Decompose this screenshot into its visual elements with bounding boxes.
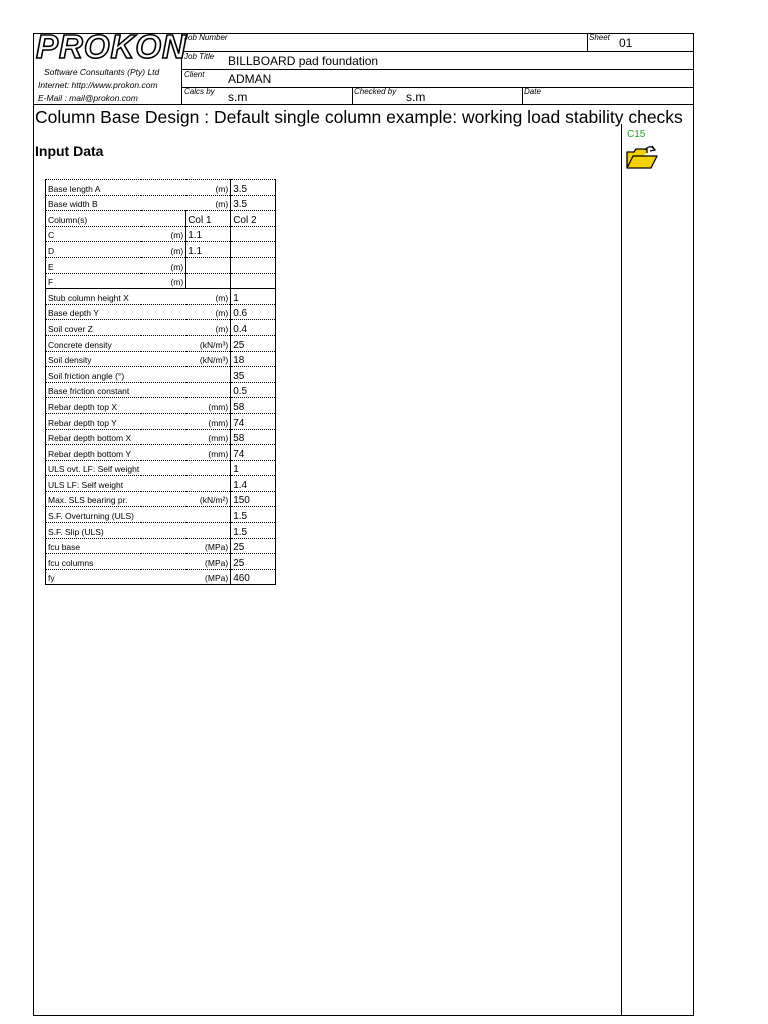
header-line-3	[182, 87, 693, 88]
row-col1-value[interactable]: 1.1	[186, 242, 231, 258]
table-row	[46, 289, 276, 305]
row-value[interactable]: 58	[231, 429, 276, 445]
row-unit: (kN/m³)	[141, 351, 231, 367]
row-col1-value[interactable]: 1.1	[186, 226, 231, 242]
row-unit: (mm)	[141, 445, 231, 461]
row-unit: (m)	[141, 273, 186, 289]
row-unit	[141, 460, 231, 476]
row-value[interactable]: 58	[231, 398, 276, 414]
table-row	[46, 195, 276, 211]
table-row	[46, 304, 276, 320]
row-unit: (m)	[141, 289, 231, 305]
row-unit: (MPa)	[141, 554, 231, 570]
row-label: Base depth Y	[46, 304, 142, 320]
sheet-label: Sheet	[589, 33, 610, 42]
row-unit: (mm)	[141, 429, 231, 445]
row-unit	[141, 507, 231, 523]
checked-by-value: s.m	[406, 90, 426, 104]
row-label: Base width B	[46, 195, 142, 211]
row-value[interactable]: 1.5	[231, 507, 276, 523]
input-data-table	[45, 179, 276, 585]
row-value[interactable]: 1.5	[231, 523, 276, 539]
row-unit: (m)	[141, 320, 231, 336]
frame-right	[693, 33, 694, 1016]
calcs-by-label: Calcs by	[184, 87, 215, 96]
table-row	[46, 538, 276, 554]
client-label: Client	[184, 70, 205, 79]
checked-divider	[352, 87, 353, 104]
row-value[interactable]: 74	[231, 413, 276, 429]
row-value[interactable]: 25	[231, 335, 276, 351]
company-logo: PROKON	[36, 28, 187, 65]
row-col2-value[interactable]	[231, 242, 276, 258]
row-unit: (MPa)	[141, 569, 231, 585]
table-row	[46, 226, 276, 242]
row-value[interactable]: 1.4	[231, 476, 276, 492]
row-unit	[141, 382, 231, 398]
table-row	[46, 569, 276, 585]
row-value[interactable]: 25	[231, 538, 276, 554]
row-label: fcu base	[46, 538, 142, 554]
table-row	[46, 476, 276, 492]
row-col2-value[interactable]	[231, 226, 276, 242]
row-label: ULS LF: Self weight	[46, 476, 142, 492]
row-label: Rebar depth bottom Y	[46, 445, 142, 461]
frame-bottom	[33, 1015, 694, 1016]
columns-header-col2: Col 2	[231, 211, 276, 227]
row-unit: (m)	[141, 304, 231, 320]
table-row	[46, 507, 276, 523]
row-value[interactable]: 0.5	[231, 382, 276, 398]
open-folder-icon[interactable]	[625, 144, 659, 170]
row-unit: (mm)	[141, 398, 231, 414]
row-unit: (m)	[141, 242, 186, 258]
row-label: Max. SLS bearing pr.	[46, 491, 142, 507]
table-row	[46, 554, 276, 570]
row-unit: (m)	[141, 257, 186, 273]
row-label: fcu columns	[46, 554, 142, 570]
row-value[interactable]: 150	[231, 491, 276, 507]
row-label: Rebar depth top X	[46, 398, 142, 414]
columns-header-col1: Col 1	[186, 211, 231, 227]
table-row	[46, 257, 276, 273]
job-title-value: BILLBOARD pad foundation	[228, 54, 379, 68]
margin-column-line	[621, 124, 622, 1016]
row-label: Concrete density	[46, 335, 142, 351]
row-unit: (MPa)	[141, 538, 231, 554]
table-row	[46, 398, 276, 414]
frame-left	[33, 33, 34, 1016]
company-email: E-Mail : mail@prokon.com	[38, 93, 138, 103]
row-label: C	[46, 226, 142, 242]
table-row	[46, 491, 276, 507]
table-row	[46, 273, 276, 289]
row-unit	[141, 523, 231, 539]
date-divider	[522, 87, 523, 104]
table-row	[46, 413, 276, 429]
table-row	[46, 445, 276, 461]
table-row	[46, 242, 276, 258]
header-line-2	[182, 69, 693, 70]
row-label: S.F. Slip (ULS)	[46, 523, 142, 539]
sheet-divider	[587, 33, 588, 51]
row-value[interactable]: 18	[231, 351, 276, 367]
calcs-by-value: s.m	[228, 90, 248, 104]
row-label: Soil density	[46, 351, 142, 367]
row-label: fy	[46, 569, 142, 585]
row-col1-value[interactable]	[186, 257, 231, 273]
row-label: Base length A	[46, 180, 142, 196]
row-value[interactable]: 35	[231, 367, 276, 383]
table-row	[46, 320, 276, 336]
row-value[interactable]: 1	[231, 289, 276, 305]
table-row	[46, 335, 276, 351]
row-unit: (kN/m³)	[141, 335, 231, 351]
checked-by-label: Checked by	[354, 87, 397, 96]
header-bottom-line	[33, 104, 693, 105]
row-unit: (m)	[141, 180, 231, 196]
row-label: Base friction constant	[46, 382, 142, 398]
sheet-value: 01	[619, 36, 633, 50]
row-label: D	[46, 242, 142, 258]
row-label: ULS ovt. LF: Self weight	[46, 460, 142, 476]
row-value[interactable]: 0.4	[231, 320, 276, 336]
company-name: Software Consultants (Pty) Ltd	[44, 67, 160, 77]
row-label: Soil cover Z	[46, 320, 142, 336]
row-unit: (m)	[141, 226, 186, 242]
row-unit: (kN/m²)	[141, 491, 231, 507]
row-label: S.F. Overturning (ULS)	[46, 507, 142, 523]
table-row-columns-header	[46, 211, 276, 227]
row-value[interactable]: 25	[231, 554, 276, 570]
row-label: E	[46, 257, 142, 273]
row-value[interactable]: 460	[231, 569, 276, 585]
table-row	[46, 382, 276, 398]
row-label: F	[46, 273, 142, 289]
page-title: Column Base Design : Default single column example: working load stability checks	[35, 107, 683, 127]
row-col2-value[interactable]	[231, 257, 276, 273]
date-label: Date	[524, 87, 541, 96]
table-row	[46, 367, 276, 383]
section-heading: Input Data	[35, 143, 104, 159]
row-unit	[141, 476, 231, 492]
row-label: Rebar depth top Y	[46, 413, 142, 429]
row-col2-value[interactable]	[231, 273, 276, 289]
job-number-label: Job Number	[184, 33, 228, 42]
job-title-label: Job Title	[184, 52, 215, 61]
row-label: Rebar depth bottom X	[46, 429, 142, 445]
header-line-1	[182, 51, 693, 52]
table-row	[46, 429, 276, 445]
row-value[interactable]: 3.5	[231, 195, 276, 211]
row-label: Stub column height X	[46, 289, 142, 305]
reference-code: C15	[627, 129, 646, 140]
row-value[interactable]: 0.6	[231, 304, 276, 320]
row-unit: (mm)	[141, 413, 231, 429]
table-row	[46, 523, 276, 539]
table-row	[46, 460, 276, 476]
row-value[interactable]: 74	[231, 445, 276, 461]
table-row	[46, 351, 276, 367]
company-web: Internet: http://www.prokon.com	[38, 80, 158, 90]
row-unit: (m)	[141, 195, 231, 211]
columns-header-label: Column(s)	[46, 211, 186, 227]
row-value[interactable]: 1	[231, 460, 276, 476]
row-unit	[141, 367, 231, 383]
client-value: ADMAN	[228, 72, 272, 86]
row-col1-value[interactable]	[186, 273, 231, 289]
row-label: Soil friction angle (°)	[46, 367, 142, 383]
table-row	[46, 180, 276, 196]
row-value[interactable]: 3.5	[231, 180, 276, 196]
